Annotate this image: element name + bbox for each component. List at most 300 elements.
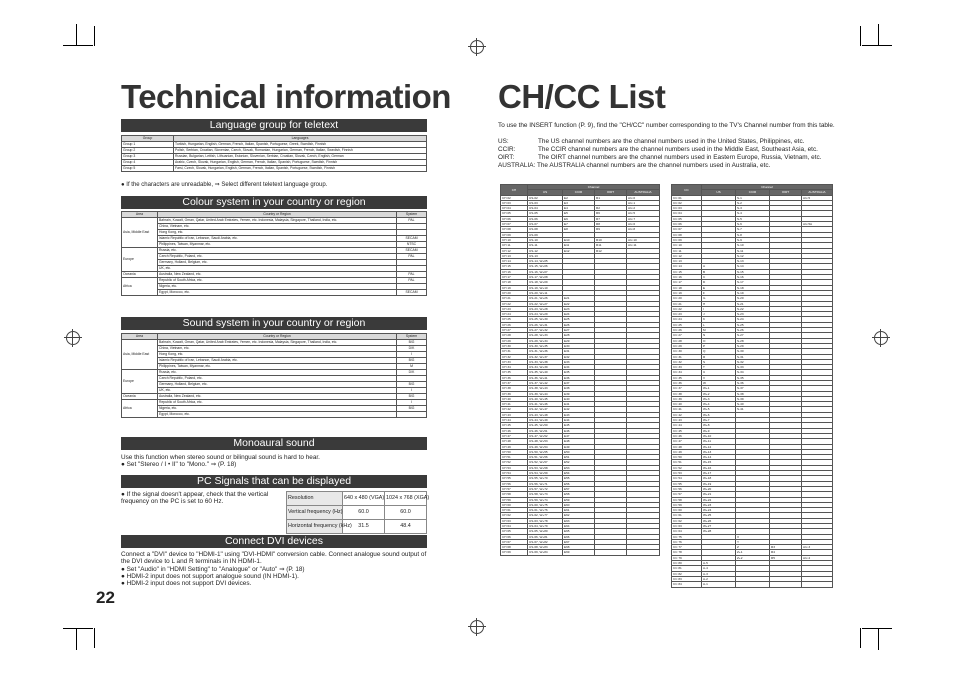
channel-value-cell: E50: [563, 449, 595, 454]
channel-number-cell: CC 01: [672, 195, 702, 200]
channel-value-cell: W+26: [702, 518, 736, 523]
channel-value-cell: Z+1: [736, 550, 770, 555]
channel-value-cell: US-16, W+07: [528, 269, 563, 274]
channel-value-cell: W+5: [702, 407, 736, 412]
channel-number-cell: CH 09: [501, 232, 528, 237]
channel-number-cell: CH 31: [501, 349, 528, 354]
channel-number-cell: CH 59: [501, 497, 528, 502]
country-cell: Islamic Republic of Iran, Lebanon, Saudi Arabia, etc.: [158, 358, 397, 364]
channel-value-cell: E68: [563, 545, 595, 550]
pc-header-xga: 1024 x 768 (XGA): [385, 492, 427, 506]
channel-value-cell: S-15: [736, 269, 770, 274]
channel-value-cell: S-41: [736, 407, 770, 412]
intro-oirt: [498, 154, 821, 161]
intro-text: The OIRT channel numbers are the channel numbers used in Eastern Europe, Russia, Vietnam, etc.: [538, 154, 822, 161]
channel-value-cell: S-34: [736, 370, 770, 375]
cc-header: CC: [672, 185, 702, 196]
area-cell: Asia, Middle East: [122, 340, 158, 370]
country-cell: Russia, etc.: [158, 370, 397, 376]
channel-value-cell: US-26, W+31: [528, 322, 563, 327]
channel-number-cell: CC 53: [672, 471, 702, 476]
channel-number-cell: CH 29: [501, 338, 528, 343]
channel-value-cell: E41: [563, 402, 595, 407]
country-cell: Egypt, Morocco, etc.: [158, 290, 397, 296]
channel-value-cell: US-45, W+50: [528, 423, 563, 428]
crop-mark: [878, 24, 879, 46]
channel-value-cell: S-2: [736, 200, 770, 205]
channel-value-cell: US-60, W+75: [528, 502, 563, 507]
channel-number-cell: CC 80: [672, 561, 702, 566]
area-cell: Africa: [122, 400, 158, 418]
table-row: [672, 582, 833, 587]
channel-value-cell: E6: [563, 216, 595, 221]
system-cell: SECAM: [397, 290, 427, 296]
crop-mark: [63, 628, 93, 629]
channel-number-cell: CC 81: [672, 566, 702, 571]
channel-value-cell: AU-10: [627, 237, 660, 242]
channel-number-cell: CC 08: [672, 232, 702, 237]
channel-number-cell: CH 03: [501, 200, 528, 205]
channel-value-cell: J: [702, 312, 736, 317]
channel-number-cell: CC 21: [672, 301, 702, 306]
channel-number-cell: CC 28: [672, 338, 702, 343]
system-cell: D/K: [397, 370, 427, 376]
channel-value-cell: R5: [770, 555, 802, 560]
table-row: [122, 290, 427, 296]
channel-value-cell: E27: [563, 328, 595, 333]
channel-value-cell: US-13: [528, 253, 563, 258]
languages-cell: Arabic, Czech, Slovak, Hungarian, English, German, French, Italian, Spanish, Portuguese, Swedish, Finnish: [174, 160, 427, 166]
country-cell: UK, etc.: [158, 388, 397, 394]
channel-value-cell: E32: [563, 354, 595, 359]
pc-cell: 60.0: [343, 506, 385, 520]
channel-value-cell: US-05: [528, 211, 563, 216]
system-cell: SECAM: [397, 236, 427, 242]
channel-value-cell: US-56, W+71: [528, 481, 563, 486]
intro-label: OIRT:: [498, 154, 515, 161]
pc-cell: 31.5: [343, 520, 385, 534]
channel-number-cell: CH 23: [501, 306, 528, 311]
mono-line-2-text: Set "Stereo / I • II" to "Mono." ⇒ (P. 18): [126, 461, 237, 468]
channel-number-cell: CH 46: [501, 428, 528, 433]
channel-number-cell: CH 02: [501, 195, 528, 200]
channel-value-cell: US-30, W+35: [528, 343, 563, 348]
channel-value-cell: US-28, W+33: [528, 333, 563, 338]
channel-value-cell: M: [702, 328, 736, 333]
channel-number-cell: CC 19: [672, 290, 702, 295]
country-cell: Philippines, Taiwan, Myanmar, etc.: [158, 242, 397, 248]
channel-value-cell: E47: [563, 433, 595, 438]
channel-value-cell: S-27: [736, 333, 770, 338]
channel-value-cell: Q: [702, 349, 736, 354]
channel-number-cell: CC 51: [672, 460, 702, 465]
channel-value-cell: S-17: [736, 280, 770, 285]
channel-number-cell: CH 08: [501, 227, 528, 232]
country-cell: Republic of South Africa, etc.: [158, 278, 397, 284]
channel-value-cell: US-41, W+46: [528, 402, 563, 407]
system-cell: B/G: [397, 406, 427, 412]
channel-value-cell: US-52, W+57: [528, 460, 563, 465]
channel-value-cell: US-66, W+81: [528, 534, 563, 539]
section-header-language: Language group for teletext: [121, 119, 427, 132]
channel-value-cell: US-27, W+32: [528, 328, 563, 333]
channel-number-cell: CH 54: [501, 471, 528, 476]
system-cell: I: [397, 352, 427, 358]
channel-number-cell: CC 48: [672, 444, 702, 449]
channel-number-cell: CC 17: [672, 280, 702, 285]
channel-number-cell: CH 37: [501, 380, 528, 385]
mono-line-1: Use this function when stereo sound or bilingual sound is hard to hear.: [121, 454, 320, 461]
channel-value-cell: S-28: [736, 338, 770, 343]
channel-value-cell: US-65, W+80: [528, 529, 563, 534]
channel-value-cell: E51: [563, 455, 595, 460]
channel-number-cell: CH 53: [501, 465, 528, 470]
channel-value-cell: W+11: [702, 439, 736, 444]
system-cell: PAL: [397, 218, 427, 224]
channel-value-cell: US-59, W+74: [528, 497, 563, 502]
channel-number-cell: CH 22: [501, 301, 528, 306]
channel-value-cell: X: [736, 534, 770, 539]
crop-mark: [63, 45, 93, 46]
channel-number-cell: CH 69: [501, 550, 528, 555]
channel-value-cell: W+9: [702, 428, 736, 433]
channel-number-cell: CC 18: [672, 285, 702, 290]
channel-number-cell: CH 05: [501, 211, 528, 216]
channel-value-cell: AU-5A: [802, 222, 833, 227]
system-cell: M: [397, 364, 427, 370]
channel-number-cell: CH 06: [501, 216, 528, 221]
channel-number-cell: CH 16: [501, 269, 528, 274]
country-cell: Philippines, Taiwan, Myanmar, etc.: [158, 364, 397, 370]
country-cell: Republic of South Africa, etc.: [158, 400, 397, 406]
channel-value-cell: R1: [595, 195, 627, 200]
channel-number-cell: CC 56: [672, 486, 702, 491]
channel-value-cell: E11: [563, 243, 595, 248]
channel-value-cell: E62: [563, 513, 595, 518]
channel-value-cell: U: [702, 370, 736, 375]
channel-value-cell: S-40: [736, 402, 770, 407]
table-header: System: [397, 212, 427, 218]
registration-mark-icon: [66, 331, 80, 345]
languages-cell: Polish, Serbian, Croatian, Slovenian, Czech, Slovak, Romanian, Hungarian, German, French, Italian, Swedish, Finnish: [174, 148, 427, 154]
channel-value-cell: E5: [563, 211, 595, 216]
channel-number-cell: CC 44: [672, 423, 702, 428]
section-header-dvi: Connect DVI devices: [121, 535, 427, 548]
channel-value-cell: S-37: [736, 386, 770, 391]
channel-value-cell: W+13: [702, 449, 736, 454]
channel-number-cell: CH 47: [501, 433, 528, 438]
dvi-bullet-text: HDMI-2 input does not support analogue sound (IN HDMI-1).: [126, 573, 299, 580]
country-cell: UK, etc.: [158, 266, 397, 272]
channel-value-cell: E59: [563, 497, 595, 502]
channel-value-cell: US-03: [528, 200, 563, 205]
channel-value-cell: E39: [563, 391, 595, 396]
channel-value-cell: US-08: [528, 227, 563, 232]
pc-note-text: If the signal doesn't appear, check that the vertical frequency on the PC is set to 60 Hz.: [121, 491, 269, 506]
col-header: US: [702, 190, 736, 195]
country-cell: Bahrain, Kuwait, Oman, Qatar, United Arab Emirates, Yemen, etc. Indonesia, Malaysia, Singapore, Thailand, India, etc.: [158, 218, 397, 224]
crop-mark: [860, 26, 861, 46]
channel-number-cell: CC 52: [672, 465, 702, 470]
channel-number-cell: CH 19: [501, 285, 528, 290]
channel-value-cell: US-29, W+34: [528, 338, 563, 343]
crop-mark: [860, 628, 861, 648]
channel-value-cell: E35: [563, 370, 595, 375]
mono-line-2: ● Set "Stereo / I • II" to "Mono." ⇒ (P. 18): [121, 461, 237, 468]
channel-number-cell: CC 55: [672, 481, 702, 486]
channel-number-cell: CH 11: [501, 243, 528, 248]
pc-header-vga: 640 x 480 (VGA): [343, 492, 385, 506]
channel-value-cell: S-32: [736, 359, 770, 364]
crop-mark: [94, 26, 95, 46]
channel-value-cell: E67: [563, 539, 595, 544]
channel-group-header: Channel: [528, 185, 660, 190]
country-cell: Czech Republic, Poland, etc.: [158, 376, 397, 382]
channel-value-cell: US-02: [528, 195, 563, 200]
pc-note: ● If the signal doesn't appear, check that the vertical frequency on the PC is set to 60 Hz.: [121, 491, 269, 506]
channel-value-cell: E40: [563, 396, 595, 401]
table-header: Area: [122, 334, 158, 340]
channel-number-cell: CC 32: [672, 359, 702, 364]
channel-value-cell: K: [702, 317, 736, 322]
channel-number-cell: CC 34: [672, 370, 702, 375]
channel-value-cell: US-53, W+58: [528, 465, 563, 470]
group-cell: Group 1: [122, 142, 174, 148]
channel-value-cell: S-16: [736, 275, 770, 280]
channel-number-cell: CH 61: [501, 508, 528, 513]
channel-value-cell: E2: [563, 195, 595, 200]
channel-number-cell: CC 63: [672, 524, 702, 529]
channel-value-cell: US-48, W+53: [528, 439, 563, 444]
channel-number-cell: CC 60: [672, 508, 702, 513]
channel-value-cell: W+14: [702, 455, 736, 460]
channel-value-cell: S-9: [736, 237, 770, 242]
channel-value-cell: E57: [563, 486, 595, 491]
channel-number-cell: CC 59: [672, 502, 702, 507]
channel-number-cell: CC 02: [672, 200, 702, 205]
country-cell: China, Vietnam, etc.: [158, 346, 397, 352]
channel-value-cell: E4: [563, 206, 595, 211]
table-row: [501, 550, 660, 555]
country-cell: Russia, etc.: [158, 248, 397, 254]
channel-value-cell: S-5: [736, 216, 770, 221]
channel-value-cell: W+15: [702, 460, 736, 465]
channel-value-cell: S-25: [736, 322, 770, 327]
system-cell: D/K: [397, 346, 427, 352]
channel-number-cell: CH 55: [501, 476, 528, 481]
dvi-bullet-text: HDMI-2 input does not support DVI devices.: [126, 580, 252, 587]
country-cell: Germany, Holland, Belgium, etc.: [158, 260, 397, 266]
system-cell: NTSC: [397, 242, 427, 248]
intro-us: [498, 138, 804, 145]
channel-number-cell: CC 40: [672, 402, 702, 407]
cc-table: [671, 184, 833, 588]
channel-number-cell: CC 16: [672, 275, 702, 280]
channel-value-cell: E24: [563, 312, 595, 317]
channel-value-cell: S-12: [736, 253, 770, 258]
area-cell: Europe: [122, 248, 158, 272]
channel-value-cell: E42: [563, 407, 595, 412]
channel-number-cell: CC 83: [672, 576, 702, 581]
channel-value-cell: AU-7: [627, 216, 660, 221]
dvi-bullet: ● HDMI-2 input does not support analogue sound (IN HDMI-1).: [121, 573, 299, 580]
channel-number-cell: CC 50: [672, 455, 702, 460]
channel-value-cell: US-31, W+36: [528, 349, 563, 354]
channel-value-cell: E44: [563, 418, 595, 423]
channel-value-cell: US-62, W+77: [528, 513, 563, 518]
channel-value-cell: US-69, W+84: [528, 550, 563, 555]
channel-number-cell: CH 14: [501, 259, 528, 264]
channel-value-cell: US-44, W+49: [528, 418, 563, 423]
channel-number-cell: CC 29: [672, 343, 702, 348]
channel-value-cell: US-07: [528, 222, 563, 227]
channel-number-cell: CH 25: [501, 317, 528, 322]
channel-value-cell: US-18, W+09: [528, 280, 563, 285]
channel-value-cell: L: [702, 322, 736, 327]
channel-value-cell: US-49, W+54: [528, 444, 563, 449]
channel-value-cell: [736, 582, 770, 587]
channel-value-cell: US-61, W+76: [528, 508, 563, 513]
country-cell: Australia, New Zealand, etc.: [158, 272, 397, 278]
channel-value-cell: B: [702, 269, 736, 274]
channel-value-cell: E65: [563, 529, 595, 534]
channel-value-cell: US-15, W+06: [528, 264, 563, 269]
channel-value-cell: E21: [563, 296, 595, 301]
channel-value-cell: N: [702, 333, 736, 338]
channel-value-cell: US-19, W+10: [528, 285, 563, 290]
channel-value-cell: E22: [563, 301, 595, 306]
table-row: [122, 166, 427, 172]
col-header: AUSTRALIA: [802, 190, 833, 195]
channel-number-cell: CH 50: [501, 449, 528, 454]
colour-table: [121, 211, 427, 296]
channel-number-cell: CH 60: [501, 502, 528, 507]
channel-value-cell: E55: [563, 476, 595, 481]
channel-value-cell: R9: [595, 227, 627, 232]
channel-number-cell: CH 64: [501, 524, 528, 529]
channel-value-cell: US-42, W+47: [528, 407, 563, 412]
channel-value-cell: S-13: [736, 259, 770, 264]
channel-value-cell: W+8: [702, 423, 736, 428]
channel-number-cell: CC 38: [672, 391, 702, 396]
channel-value-cell: US-37, W+42: [528, 380, 563, 385]
system-cell: B/G: [397, 382, 427, 388]
system-cell: I: [397, 400, 427, 406]
channel-number-cell: CC 26: [672, 328, 702, 333]
channel-value-cell: E63: [563, 518, 595, 523]
channel-value-cell: S-14: [736, 264, 770, 269]
channel-value-cell: W+6: [702, 412, 736, 417]
channel-value-cell: W+17: [702, 471, 736, 476]
channel-value-cell: AU-3: [802, 545, 833, 550]
channel-number-cell: CH 18: [501, 280, 528, 285]
channel-value-cell: [802, 582, 833, 587]
channel-value-cell: S-26: [736, 328, 770, 333]
page-number: 22: [96, 588, 115, 607]
channel-value-cell: E48: [563, 439, 595, 444]
channel-value-cell: E61: [563, 508, 595, 513]
channel-value-cell: W: [702, 380, 736, 385]
section-header-mono: Monoaural sound: [121, 437, 427, 450]
channel-value-cell: US-34, W+39: [528, 365, 563, 370]
channel-number-cell: CH 33: [501, 359, 528, 364]
channel-value-cell: S-21: [736, 301, 770, 306]
intro-line: To use the INSERT function (P. 9), find the "CH/CC" number corresponding to the TV's Channel number from this table.: [498, 122, 835, 129]
channel-value-cell: US-24, W+29: [528, 312, 563, 317]
channel-value-cell: S-23: [736, 312, 770, 317]
system-cell: PAL: [397, 278, 427, 284]
channel-number-cell: CH 27: [501, 328, 528, 333]
channel-value-cell: F: [702, 290, 736, 295]
channel-value-cell: S-4: [736, 211, 770, 216]
country-cell: Nigeria, etc.: [158, 406, 397, 412]
channel-value-cell: AU-0: [627, 195, 660, 200]
channel-value-cell: W+7: [702, 418, 736, 423]
channel-value-cell: AU-2: [627, 206, 660, 211]
channel-value-cell: I: [702, 306, 736, 311]
channel-number-cell: CC 22: [672, 306, 702, 311]
channel-number-cell: CC 12: [672, 253, 702, 258]
group-cell: Group 3: [122, 154, 174, 160]
channel-number-cell: CC 77: [672, 545, 702, 550]
channel-value-cell: E30: [563, 343, 595, 348]
pc-cell: 60.0: [385, 506, 427, 520]
channel-value-cell: E60: [563, 502, 595, 507]
channel-value-cell: S-8: [736, 232, 770, 237]
channel-number-cell: CH 51: [501, 455, 528, 460]
channel-value-cell: A-1: [702, 582, 736, 587]
channel-value-cell: R2: [595, 206, 627, 211]
languages-cell: Turkish, Hungarian, English, German, French, Italian, Spanish, Portuguese, Greek, Swedish, Finnish: [174, 142, 427, 148]
channel-value-cell: AU-4: [802, 555, 833, 560]
channel-number-cell: CH 30: [501, 343, 528, 348]
channel-value-cell: D: [702, 280, 736, 285]
channel-value-cell: S-10: [736, 243, 770, 248]
channel-value-cell: US-14, W+05: [528, 259, 563, 264]
channel-number-cell: CH 21: [501, 296, 528, 301]
channel-value-cell: E33: [563, 359, 595, 364]
channel-number-cell: CH 57: [501, 486, 528, 491]
channel-number-cell: CH 07: [501, 222, 528, 227]
channel-value-cell: E36: [563, 375, 595, 380]
channel-value-cell: US-11: [528, 243, 563, 248]
channel-value-cell: E12: [563, 248, 595, 253]
channel-number-cell: CH 24: [501, 312, 528, 317]
channel-number-cell: CH 42: [501, 407, 528, 412]
channel-value-cell: E56: [563, 481, 595, 486]
area-cell: Oceania: [122, 394, 158, 400]
crop-mark: [76, 24, 77, 46]
channel-value-cell: E45: [563, 423, 595, 428]
channel-value-cell: W+28: [702, 529, 736, 534]
channel-value-cell: W+20: [702, 486, 736, 491]
channel-value-cell: C: [702, 275, 736, 280]
crop-mark: [878, 628, 879, 650]
channel-value-cell: S-36: [736, 380, 770, 385]
channel-value-cell: E43: [563, 412, 595, 417]
channel-number-cell: CC 82: [672, 571, 702, 576]
channel-value-cell: US-17, W+08: [528, 275, 563, 280]
area-cell: Asia, Middle East: [122, 218, 158, 248]
country-cell: Hong Kong, etc.: [158, 352, 397, 358]
channel-value-cell: Z+2: [736, 555, 770, 560]
registration-mark-icon: [470, 40, 484, 54]
channel-value-cell: W+4: [702, 402, 736, 407]
area-cell: Europe: [122, 370, 158, 394]
channel-number-cell: CC 46: [672, 433, 702, 438]
channel-value-cell: V: [702, 375, 736, 380]
channel-value-cell: A: [702, 264, 736, 269]
